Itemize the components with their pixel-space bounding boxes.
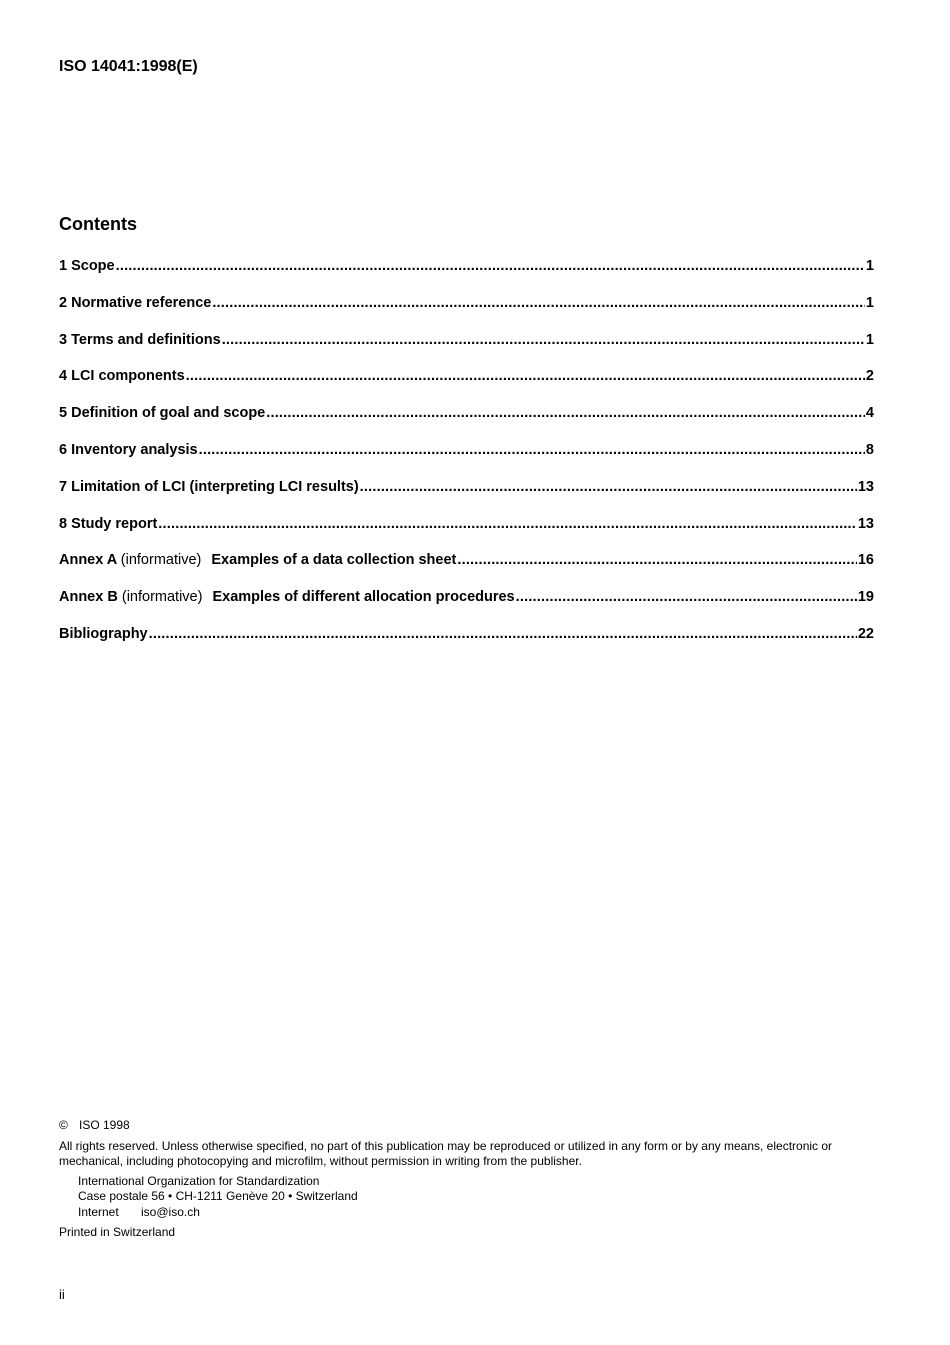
- contents-title: Contents: [59, 214, 137, 234]
- annex-kind: (informative): [121, 589, 203, 606]
- toc-entry-label: 1 Scope: [59, 258, 115, 274]
- toc-entry-page: 1: [865, 294, 874, 311]
- toc-entry-annex-b[interactable]: [59, 589, 874, 626]
- toc-leader-dots: [116, 258, 865, 274]
- toc-entry-page: 13: [857, 478, 874, 495]
- printed-in: Printed in Switzerland: [59, 1225, 176, 1239]
- toc-leader-dots: [212, 295, 865, 311]
- toc-entry-page: 19: [857, 589, 874, 606]
- internet-label: Internet: [78, 1204, 119, 1219]
- toc-entry-scope[interactable]: [59, 258, 874, 295]
- internet-email[interactable]: iso@iso.ch: [141, 1204, 200, 1219]
- toc-entry-page: 16: [857, 552, 874, 569]
- toc-entry-label: 6 Inventory analysis: [59, 441, 198, 458]
- toc-entry-page: 1: [865, 331, 874, 348]
- toc-entry-normative-reference[interactable]: [59, 295, 874, 332]
- toc-entry-page: 22: [857, 625, 874, 642]
- annex-title: Examples of different allocation procedures: [212, 589, 515, 606]
- toc-entry-label: 7 Limitation of LCI (interpreting LCI results): [59, 478, 359, 495]
- page-number: ii: [59, 1287, 65, 1302]
- internet-contact: [78, 1205, 874, 1221]
- toc-entry-page: 8: [865, 441, 874, 458]
- table-of-contents: [59, 258, 874, 663]
- toc-leader-dots: [516, 589, 857, 605]
- copyright-symbol: ©: [59, 1118, 68, 1132]
- toc-entry-label: [59, 589, 515, 605]
- toc-entry-goal-and-scope[interactable]: [59, 405, 874, 442]
- toc-entry-bibliography[interactable]: [59, 626, 874, 663]
- toc-entry-label: 8 Study report: [59, 515, 158, 532]
- document-id-header: ISO 14041:1998(E): [59, 58, 198, 75]
- toc-entry-page: 2: [865, 368, 874, 385]
- toc-leader-dots: [186, 368, 865, 384]
- annex-kind: (informative): [120, 552, 202, 569]
- toc-leader-dots: [199, 442, 865, 458]
- toc-entry-label: 3 Terms and definitions: [59, 331, 221, 348]
- publisher-address: [59, 1174, 874, 1221]
- copyright-text: ISO 1998: [79, 1118, 130, 1132]
- toc-entry-label: [59, 552, 456, 568]
- toc-leader-dots: [266, 405, 865, 421]
- toc-leader-dots: [222, 332, 865, 348]
- toc-entry-inventory-analysis[interactable]: [59, 442, 874, 479]
- toc-entry-page: 1: [865, 258, 874, 274]
- organization-address: Case postale 56 • CH-1211 Genève 20 • Switzerland: [78, 1189, 358, 1203]
- annex-designation: Annex B: [59, 589, 118, 606]
- toc-entry-page: 4: [865, 405, 874, 422]
- toc-entry-label: 2 Normative reference: [59, 294, 212, 311]
- copyright-line: [59, 1118, 874, 1134]
- toc-leader-dots: [360, 479, 857, 495]
- toc-entry-study-report[interactable]: [59, 516, 874, 553]
- rights-statement: All rights reserved. Unless otherwise specified, no part of this publication may be reproduced or utilized in any form or by any means, electronic or mechanical, including photocopying and microfilm, without permission in writing from the publisher.: [59, 1138, 833, 1168]
- organization-name: International Organization for Standardization: [78, 1173, 320, 1188]
- annex-title: Examples of a data collection sheet: [211, 552, 457, 569]
- toc-entry-label: 4 LCI components: [59, 368, 185, 385]
- toc-leader-dots: [457, 552, 856, 568]
- copyright-footer: [59, 1118, 874, 1241]
- annex-designation: Annex A: [59, 552, 117, 569]
- toc-entry-label: Bibliography: [59, 625, 148, 642]
- toc-leader-dots: [158, 516, 857, 532]
- toc-entry-terms-and-definitions[interactable]: [59, 332, 874, 369]
- toc-entry-annex-a[interactable]: [59, 552, 874, 589]
- toc-entry-page: 13: [857, 515, 874, 532]
- toc-entry-label: 5 Definition of goal and scope: [59, 405, 266, 422]
- toc-entry-lci-components[interactable]: [59, 368, 874, 405]
- toc-leader-dots: [149, 626, 857, 642]
- toc-entry-limitation-of-lci[interactable]: [59, 479, 874, 516]
